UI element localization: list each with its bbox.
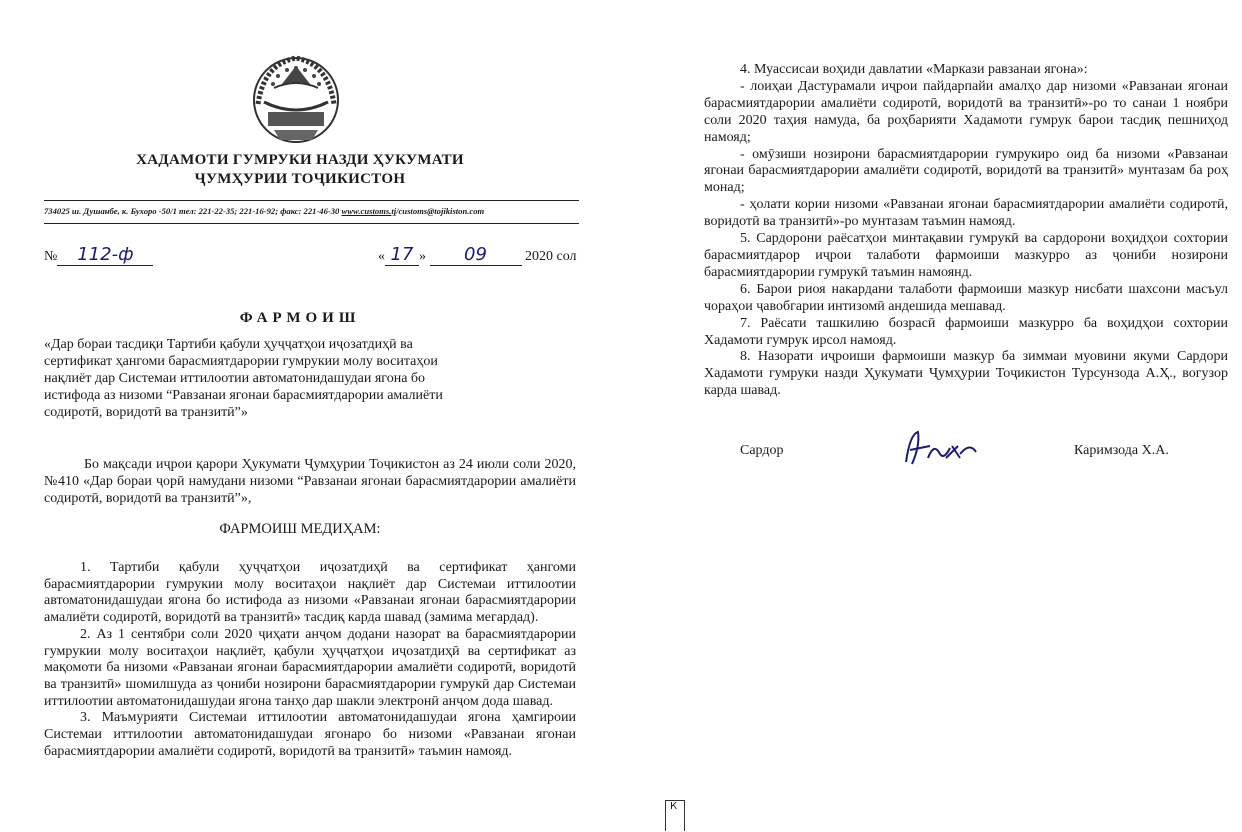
item-4-intro: 4. Муассисаи воҳиди давлатии «Маркази равзанаи ягона»:: [740, 62, 1088, 77]
decree-items-right: [704, 62, 1228, 400]
item-3: 3. Маъмурияти Системаи иттилоотии автоматонидашудаи ягона ҳамгироии Системаи иттилоотии автоматонидашудаи ягонаро бо низоми «Равзанаи ягонаи барасмиятдарории амалиёти содиротӣ, воридотӣ ва транзитӣ» таъмин намояд.: [44, 710, 576, 759]
item-5: 5. Сардорони раёсатҳои минтақавии гумрукӣ ва сардорони воҳидҳои сохтории барасмиятдарор иҷрои талаботи фармоиши мазкурро аз ҷониби нозирони барасмиятдарории гумрукӣ таъмин намоянд.: [704, 231, 1228, 280]
registration-date: [378, 244, 577, 266]
right-page: [650, 0, 1242, 832]
item-4c: - ҳолати кории низоми «Равзанаи ягонаи барасмиятдарории амалиёти содиротӣ, воридотӣ ва транзитӣ»-ро мунтазам таъмин намояд.: [704, 197, 1228, 230]
number-value: 112-ф: [57, 244, 153, 266]
number-prefix: №: [44, 249, 58, 264]
document-title: ФАРМОИШ: [239, 310, 361, 326]
date-year: 2020 сол: [525, 249, 577, 264]
signatory-position: Сардор: [740, 443, 784, 458]
item-1: 1. Тартиби қабули ҳуҷҷатҳои иҷозатдиҳӣ ва сертификат ҳангоми барасмиятдарории гумрукии молу воситаҳои нақлиёт дар Системаи иттилоотии автоматонидашудаи ягона бо истифода аз низоми «Равзанаи ягонаи барасмиятдарории амалиёти содиротӣ, воридотӣ ва транзитӣ» тасдиқ карда шавад (замима мегардад).: [44, 560, 576, 626]
decree-heading: ФАРМОИШ МЕДИҲАМ:: [219, 521, 381, 537]
address-text: 734025 ш. Душанбе, к. Бухоро -50/1 тел: 221-22-35; 221-16-92; факс: 221-46-30: [44, 206, 342, 216]
org-name-line2: ҶУМҲУРИИ ТОҶИКИСТОН: [194, 171, 406, 187]
address-email: /customs@tojikiston.com: [396, 206, 485, 216]
item-4b: - омӯзиши нозирони барасмиятдарории гумрукиро оид ба низоми «Равзанаи ягонаи барасмиятдарории амалиёти содиротӣ, воридотӣ ва транзитӣ» мунтазам ба роҳ монад;: [704, 146, 1228, 196]
item-8: 8. Назорати иҷроиши фармоиши мазкур ба зиммаи муовини якуми Сардори Хадамоти гумруки назди Ҳукумати Ҷумҳурии Тоҷикистон Турсунзода А.Ҳ., вогузор карда шавад.: [704, 349, 1228, 399]
date-close-quote: »: [419, 249, 426, 264]
left-page: [0, 0, 620, 832]
header-rule-bottom: [44, 223, 579, 224]
state-emblem-icon: [244, 44, 348, 148]
signatory-name: Каримзода Х.А.: [1074, 443, 1169, 458]
decree-items-left: [44, 560, 576, 760]
address-line: [44, 206, 584, 216]
header-rule-top: [44, 200, 579, 201]
address-website: www.customs.tj: [341, 206, 397, 216]
document-subject: «Дар бораи тасдиқи Тартиби қабули ҳуҷҷатҳои иҷозатдиҳӣ ва сертификат ҳангоми барасмиятдарории гумрукии молу воситаҳои нақлиёт дар Системаи иттилоотии автоматонидашудаи ягона бо истифода аз низоми “Равзанаи ягонаи барасмиятдарории амалиёти содиротӣ, воридотӣ ва транзитӣ”»: [44, 337, 443, 420]
org-name-line1: ХАДАМОТИ ГУМРУКИ НАЗДИ ҲУКУМАТИ: [136, 152, 464, 168]
date-open-quote: «: [378, 249, 385, 264]
date-day: 17: [385, 244, 419, 266]
signature-mark: [900, 428, 980, 468]
registration-number: [44, 244, 153, 266]
item-7: 7. Раёсати ташкилию бозрасӣ фармоиши мазкурро ба воҳидҳои сохтории Хадамоти гумрук ирсол намояд.: [704, 315, 1228, 348]
date-month: 09: [430, 244, 522, 266]
item-6: 6. Барои риоя накардани талаботи фармоиши мазкур нисбати шахсони масъул чораҳои ҷавобгарии интизомӣ андешида мешавад.: [704, 281, 1228, 314]
item-2: 2. Аз 1 сентябри соли 2020 ҷиҳати анҷом додани назорат ва барасмиятдарории гумрукии молу воситаҳои нақлиёт, қабули ҳуҷҷатҳои иҷозатдиҳӣ ва сертификат аз мақомоти ба низоми «Равзанаи ягонаи барасмиятдарории амалиёти содиротӣ, воридотӣ ва транзитӣ» шомилшуда аз ҷониби нозирони барасмиятдарории гумрукӣ дар Системаи иттилоотии автоматонидашудаи ягона танҳо дар шакли электронӣ анҷом дода шавад.: [44, 626, 576, 709]
item-4a: - лоиҳаи Дастурамали иҷрои пайдарпайи амалҳо дар низоми «Равзанаи ягонаи барасмиятдарории амалиёти содиротӣ, воридотӣ ва транзитӣ»-ро то санаи 1 ноябри соли 2020 таҳия намуда, ба роҳбарияти Хадамоти гумрук барои тасдиқ пешниҳод намояд;: [704, 78, 1228, 145]
preamble: Бо мақсади иҷрои қарори Ҳукумати Ҷумҳурии Тоҷикистон аз 24 июли соли 2020, №410 «Дар бораи ҷорӣ намудани низоми “Равзанаи ягонаи барасмиятдарории амалиёти содиротӣ, воридотӣ ва транзитӣ”»,: [44, 457, 576, 506]
stamp-fragment: К: [665, 800, 685, 831]
